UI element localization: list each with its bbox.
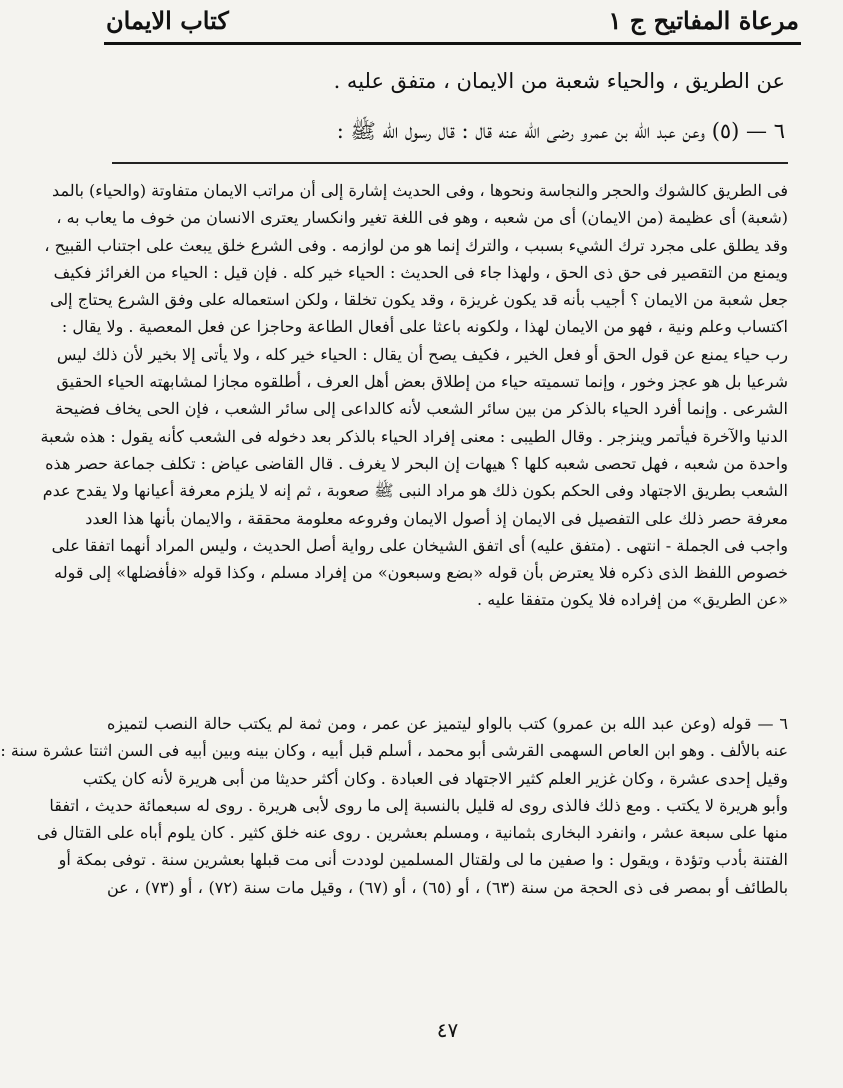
chapter-title-header: كتاب الايمان (106, 6, 229, 35)
commentary-line: عنه بالألف . وهو ابن العاص السهمى القرشى أبو محمد ، أسلم قبل أبيه ، وكان بينه وبين أبيه فى السن اثنتا عشرة سنة : (0, 741, 788, 761)
commentary-line: وقيل إحدى عشرة ، وكان غزير العلم كثير الاجتهاد فى العبادة . وكان أكثر حديثا من أبى هريرة لأنه كان يكتب (82, 768, 788, 788)
commentary-line: فى الطريق كالشوك والحجر والنجاسة ونحوها ، وفى الحديث إشارة إلى أن مراتب الايمان متفاوتة (والحياء) بالمد (52, 181, 788, 200)
commentary-line: «عن الطريق» من إفراده فلا يكون متفقا عليه . (477, 590, 788, 610)
matn-line-2: ٦ — (٥) وعن عبد الله بن عمرو رضى الله عنه قال : قال رسول الله ﷺ : (336, 119, 785, 143)
commentary-line: وقد يطلق على مجرد ترك الشيء بسبب ، والترك إنما هو من لوازمه . وفى الشرع خلق يبعث على اجتناب القبيح ، (44, 235, 788, 255)
section-divider (112, 162, 788, 164)
commentary-line: رب حياء يمنع عن قول الحق أو فعل الخير ، فكيف يصح أن يقال : الحياء خير كله ، ولا يأتى إلا بخير لأن ذلك ليس (56, 344, 788, 364)
commentary-line: ويمنع من التقصير فى حق ذى الحق ، ولهذا جاء فى الحديث : الحياء خير كله . فإن قيل : الحياء من الغرائز فكيف (53, 262, 788, 282)
commentary-top (40, 177, 788, 614)
commentary-line: الشرعى . وإنما أفرد الحياء بالذكر من بين سائر الشعب لأنه كالداعى إلى سائر الشعب ، فإن الحى يخاف فضيحة (55, 399, 788, 419)
commentary-line: خصوص اللفظ الذى ذكره فلا يعترض بأن قوله «بضع وسبعون» من إفراد مسلم ، وكذا قوله «فأفضلها» إلى قوله (54, 563, 788, 583)
commentary-line: منها على سبعة عشر ، وانفرد البخارى بثمانية ، ومسلم بعشرين . روى عنه خلق كثير . كان يلوم أباه على القتال فى (36, 823, 788, 843)
header-rule (104, 42, 801, 45)
book-title-header: مرعاة المفاتيح ج ١ (608, 6, 799, 35)
commentary-line: بالطائف أو بمصر فى ذى الحجة من سنة (٦٣) ، أو (٦٥) ، أو (٦٧) ، وقيل مات سنة (٧٢) ، أو (٧٣) ، عن (107, 877, 789, 897)
commentary-line: اكتساب وعلم ونية ، فهو من الايمان لهذا ، ولكونه باعثا على أفعال الطاعة وحاجزا عن فعل المعصية . ولا يقال : (61, 317, 788, 337)
commentary-line: معرفة حصر ذلك على التفصيل فى الايمان إذ أصول الايمان وفروعه معلومة محققة ، والايمان بأنها هذا العدد (85, 508, 788, 528)
commentary-line: الفتنة بأدب وتؤدة ، ويقول : وا صفين ما لى ولقتال المسلمين لوددت أنى مت قبلها بعشرين سنة . توفى بمكة أو (58, 850, 788, 870)
commentary-line: واحدة من شعبه ، فهل تحصى شعبه كلها ؟ هيهات إن البحر لا يغرف . قال القاضى عياض : تكلف جماعة حصر هذه (45, 453, 788, 473)
commentary-line: الدنيا والآخرة فيأتمر وينزجر . وقال الطيبى : معنى إفراد الحياء بالذكر بعد دخوله فى الشعب كأنه يقول : هذه شعبة (40, 426, 788, 446)
commentary-line: ٦ — قوله (وعن عبد الله بن عمرو) كتب بالواو ليتميز عن عمر ، ومن ثمة لم يكتب حالة النصب لتميزه (107, 714, 788, 733)
commentary-line: جعل شعبة من الايمان ؟ أجيب بأنه قد يكون غريزة ، وقد يكون تخلقا ، ولكن استعماله على وفق الشرع يحتاج إلى (49, 290, 788, 310)
matn-line-1: عن الطريق ، والحياء شعبة من الايمان ، متفق عليه . (333, 69, 785, 93)
commentary-line: واجب فى الجملة - انتهى . (متفق عليه) أى اتفق الشيخان على رواية أصل الحديث ، وليس المراد أنهما اتفقا على (51, 535, 788, 555)
page-number: ٤٧ (436, 1018, 459, 1042)
commentary-bottom (0, 710, 789, 901)
commentary-line: شرعيا بل هو عجز وخور ، وإنما تسميته حياء من إطلاق بعض أهل العرف ، أطلقوه مجازا لمشابهته الحياء الحقيق (56, 372, 788, 392)
commentary-line: الشعب بطريق الاجتهاد وفى الحكم بكون ذلك هو مراد النبى ﷺ صعوبة ، ثم إنه لا يلزم معرفة أعيانها ولا يقدح عدم (42, 481, 788, 501)
commentary-line: وأبو هريرة لا يكتب . ومع ذلك فالذى روى له قليل بالنسبة إلى ما روى لأبى هريرة . روى له سبعمائة حديث ، اتفقا (49, 795, 788, 815)
commentary-line: (شعبة) أى عظيمة (من الايمان) أى من شعبه ، وهو فى اللغة تغير وانكسار يعترى الانسان من خوف ما يعاب به ، (56, 208, 788, 228)
